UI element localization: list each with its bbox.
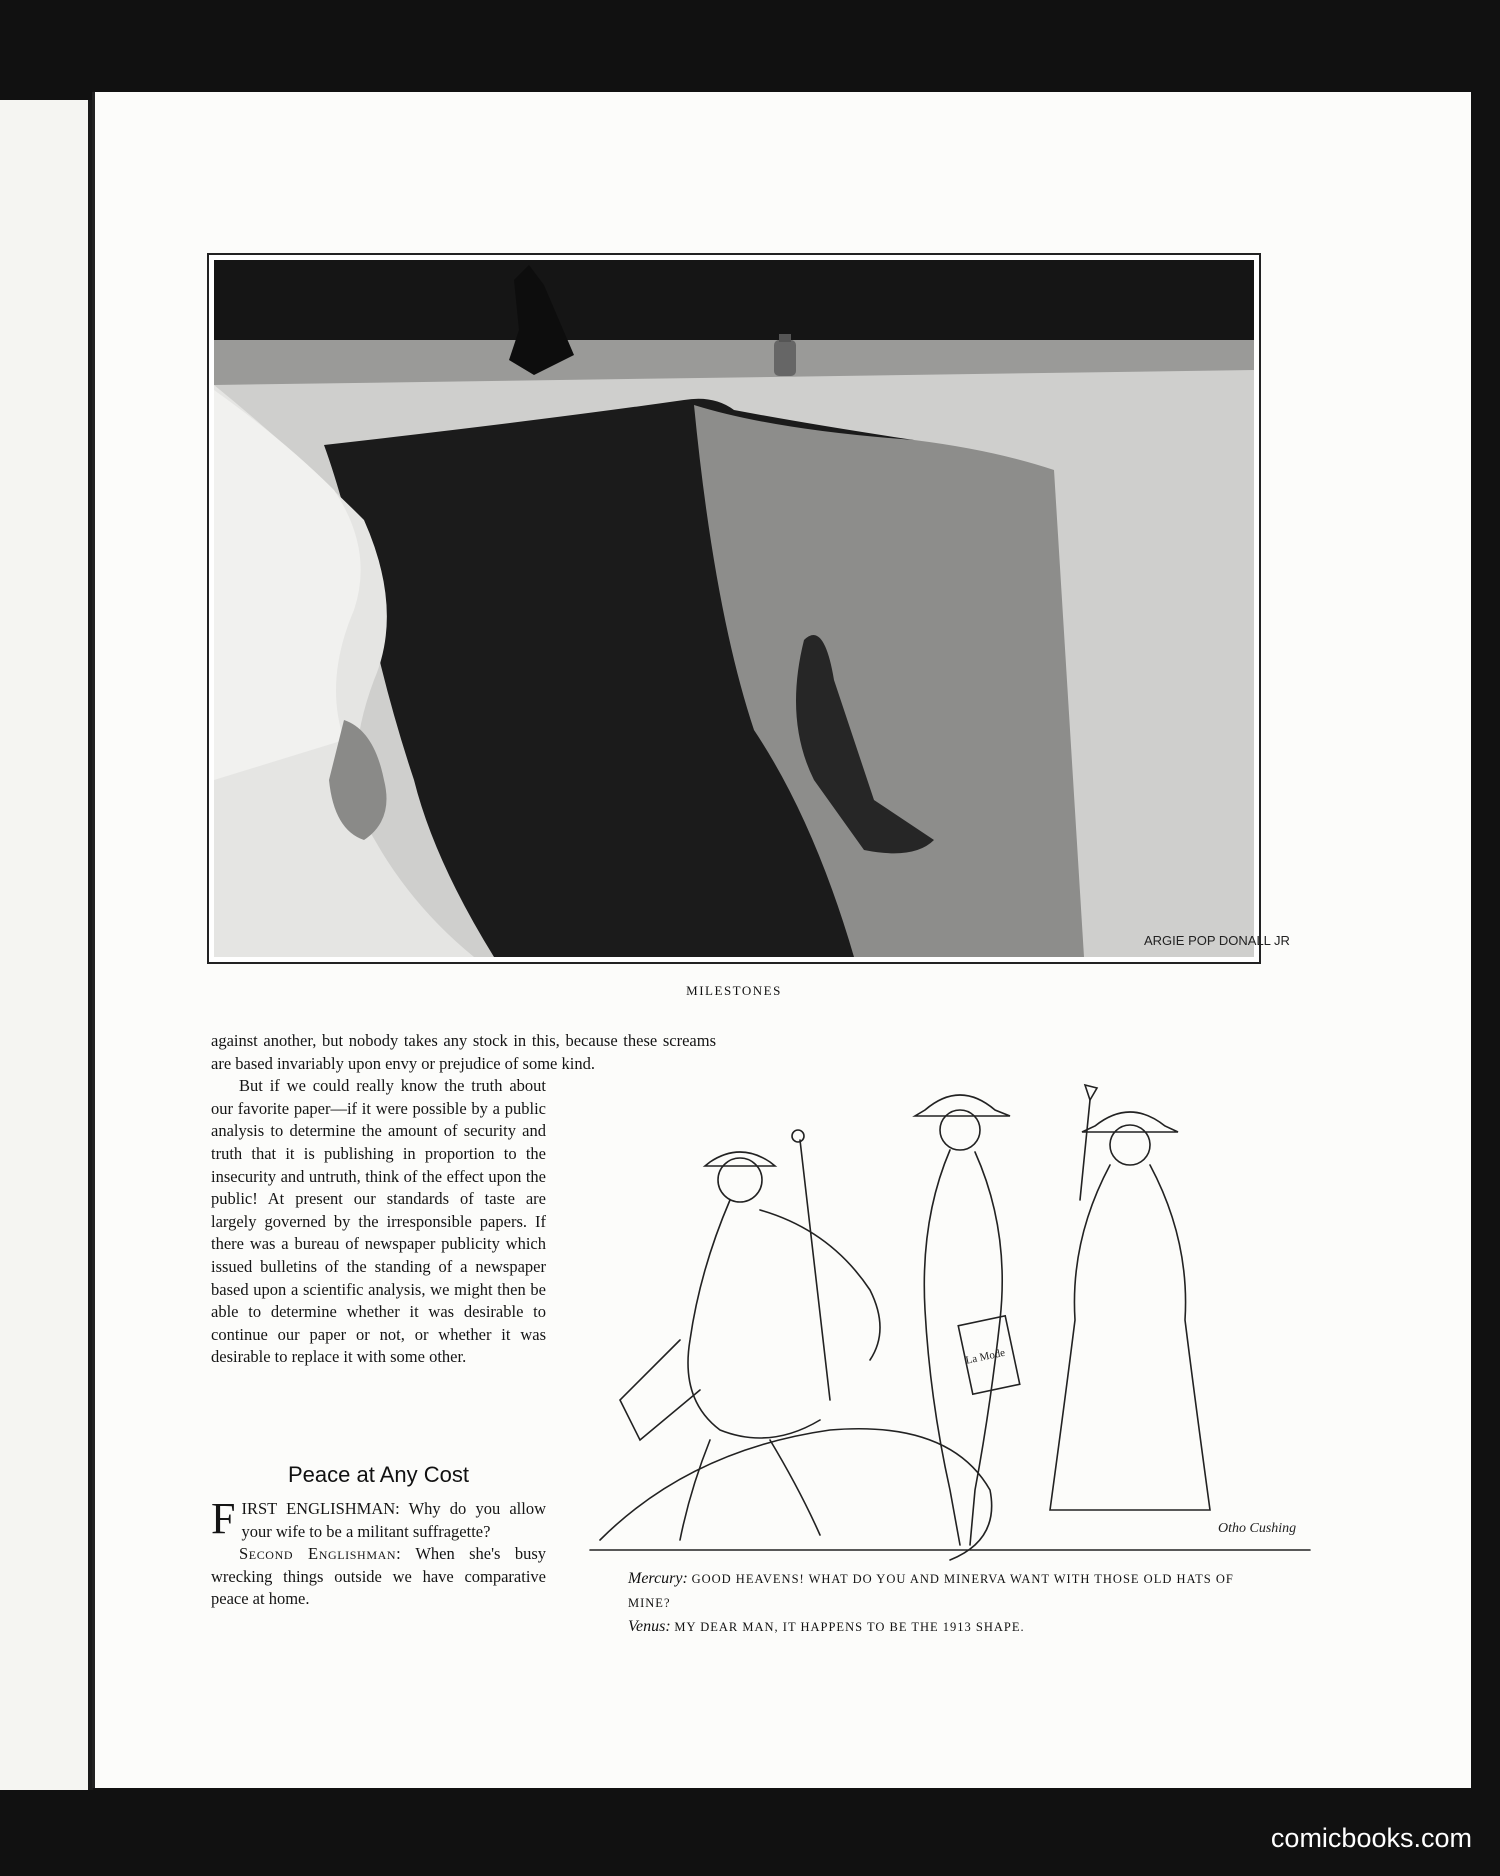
- venus-line: MY DEAR MAN, IT HAPPENS TO BE THE 1913 SHAPE.: [674, 1620, 1025, 1634]
- joke-line-2: [211, 1543, 546, 1611]
- site-watermark: comicbooks.com: [1270, 1823, 1472, 1853]
- book-label: La Mode: [964, 1346, 1007, 1367]
- joke-line-1: [211, 1494, 546, 1543]
- joke-speaker-2: Second Englishman:: [239, 1544, 402, 1564]
- joke-line-2-text: When she's busy wrecking things outside we have comparative peace at home.: [211, 1544, 546, 1609]
- cartoon-caption-line-1: [628, 1567, 1278, 1615]
- joke-heading: Peace at Any Cost: [288, 1462, 469, 1487]
- mythology-cartoon: [570, 1070, 1340, 1570]
- illustration-signature: ARGIE POP DONALL JR: [1144, 933, 1290, 948]
- article-paragraph-1: against another, but nobody takes any stock in this, because these screams are based invariably upon envy or prejudice of some kind.: [211, 1031, 716, 1073]
- cartoon-caption: [628, 1567, 1278, 1639]
- illustration-caption: MILESTONES: [686, 983, 782, 998]
- drop-cap: F: [211, 1494, 236, 1543]
- mercury-line: GOOD HEAVENS! WHAT DO YOU AND MINERVA WANT WITH THOSE OLD HATS OF MINE?: [628, 1572, 1234, 1610]
- speaker-venus: Venus:: [628, 1618, 671, 1635]
- cartoon-caption-line-2: [628, 1615, 1278, 1639]
- cartoon-drawing: [570, 1070, 1340, 1570]
- chasm-scene-image: [214, 260, 1290, 957]
- joke-line-1-text: IRST ENGLISHMAN: Why do you allow your wife to be a militant suffragette?: [241, 1499, 546, 1541]
- joke-dialog: [211, 1494, 546, 1611]
- facing-page-edge: [0, 100, 90, 1790]
- article-paragraph-2: But if we could really know the truth about our favorite paper—if it were possible by a public analysis to determine the amount of security and truth that it is publishing in proportion to the insecurity and untruth, think of the effect upon the public! At present our standards of taste are largely governed by the irresponsible papers. If there was a bureau of newspaper publicity which issued bulletins of the standing of a newspaper based upon a scientific analysis, we might then be able to determine whether it was desirable to continue our paper or not, or whether it was desirable to replace it with some other.: [211, 1076, 546, 1367]
- cartoon-signature: Otho Cushing: [1218, 1521, 1297, 1536]
- article-text: [211, 1030, 716, 1369]
- milestones-illustration: [207, 253, 1290, 964]
- speaker-mercury: Mercury:: [628, 1570, 688, 1587]
